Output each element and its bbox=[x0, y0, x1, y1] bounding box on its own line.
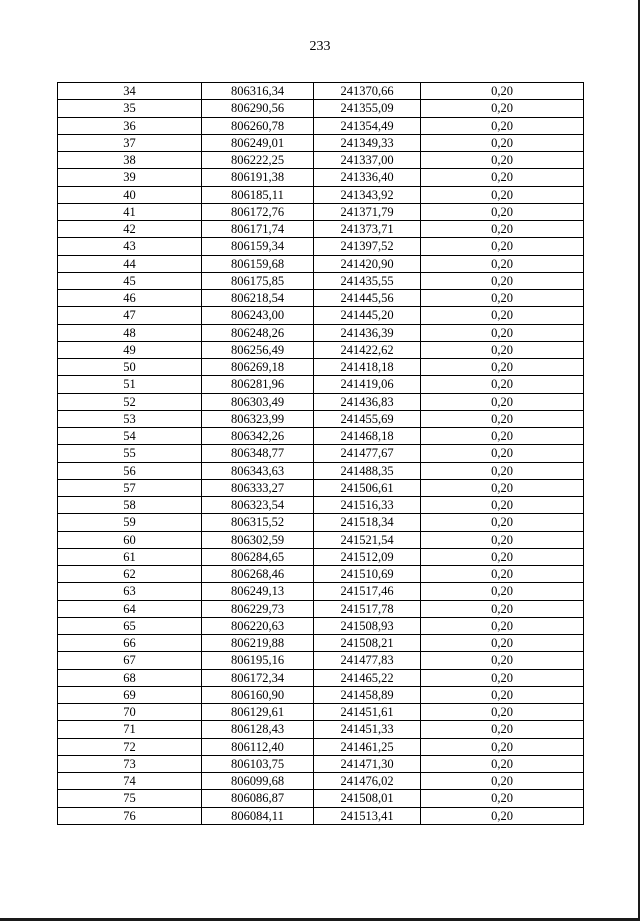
y-coordinate-cell: 241461,25 bbox=[314, 738, 421, 755]
y-coordinate-cell: 241436,39 bbox=[314, 324, 421, 341]
y-coordinate-cell: 241508,93 bbox=[314, 617, 421, 634]
x-coordinate-cell: 806302,59 bbox=[202, 531, 314, 548]
table-row bbox=[58, 721, 584, 738]
x-coordinate-cell: 806315,52 bbox=[202, 514, 314, 531]
x-coordinate-cell: 806219,88 bbox=[202, 635, 314, 652]
point-number-cell: 57 bbox=[58, 479, 202, 496]
point-number-cell: 51 bbox=[58, 376, 202, 393]
accuracy-cell: 0,20 bbox=[421, 600, 584, 617]
x-coordinate-cell: 806112,40 bbox=[202, 738, 314, 755]
y-coordinate-cell: 241512,09 bbox=[314, 548, 421, 565]
table-row bbox=[58, 704, 584, 721]
y-coordinate-cell: 241418,18 bbox=[314, 359, 421, 376]
point-number-cell: 47 bbox=[58, 307, 202, 324]
table-row bbox=[58, 548, 584, 565]
accuracy-cell: 0,20 bbox=[421, 428, 584, 445]
accuracy-cell: 0,20 bbox=[421, 807, 584, 824]
accuracy-cell: 0,20 bbox=[421, 479, 584, 496]
table-row bbox=[58, 410, 584, 427]
x-coordinate-cell: 806284,65 bbox=[202, 548, 314, 565]
table-row bbox=[58, 497, 584, 514]
point-number-cell: 60 bbox=[58, 531, 202, 548]
point-number-cell: 70 bbox=[58, 704, 202, 721]
y-coordinate-cell: 241521,54 bbox=[314, 531, 421, 548]
accuracy-cell: 0,20 bbox=[421, 704, 584, 721]
accuracy-cell: 0,20 bbox=[421, 773, 584, 790]
accuracy-cell: 0,20 bbox=[421, 755, 584, 772]
point-number-cell: 63 bbox=[58, 583, 202, 600]
y-coordinate-cell: 241518,34 bbox=[314, 514, 421, 531]
point-number-cell: 50 bbox=[58, 359, 202, 376]
table-row bbox=[58, 272, 584, 289]
accuracy-cell: 0,20 bbox=[421, 359, 584, 376]
point-number-cell: 56 bbox=[58, 462, 202, 479]
x-coordinate-cell: 806099,68 bbox=[202, 773, 314, 790]
y-coordinate-cell: 241445,56 bbox=[314, 290, 421, 307]
x-coordinate-cell: 806260,78 bbox=[202, 117, 314, 134]
x-coordinate-cell: 806171,74 bbox=[202, 221, 314, 238]
accuracy-cell: 0,20 bbox=[421, 514, 584, 531]
point-number-cell: 69 bbox=[58, 686, 202, 703]
point-number-cell: 67 bbox=[58, 652, 202, 669]
point-number-cell: 72 bbox=[58, 738, 202, 755]
y-coordinate-cell: 241343,92 bbox=[314, 186, 421, 203]
accuracy-cell: 0,20 bbox=[421, 341, 584, 358]
accuracy-cell: 0,20 bbox=[421, 393, 584, 410]
x-coordinate-cell: 806323,99 bbox=[202, 410, 314, 427]
x-coordinate-cell: 806175,85 bbox=[202, 272, 314, 289]
y-coordinate-cell: 241477,67 bbox=[314, 445, 421, 462]
accuracy-cell: 0,20 bbox=[421, 255, 584, 272]
point-number-cell: 44 bbox=[58, 255, 202, 272]
coordinates-table-body bbox=[58, 83, 584, 825]
accuracy-cell: 0,20 bbox=[421, 566, 584, 583]
table-row bbox=[58, 755, 584, 772]
point-number-cell: 62 bbox=[58, 566, 202, 583]
x-coordinate-cell: 806342,26 bbox=[202, 428, 314, 445]
x-coordinate-cell: 806220,63 bbox=[202, 617, 314, 634]
y-coordinate-cell: 241397,52 bbox=[314, 238, 421, 255]
y-coordinate-cell: 241355,09 bbox=[314, 100, 421, 117]
x-coordinate-cell: 806086,87 bbox=[202, 790, 314, 807]
table-row bbox=[58, 186, 584, 203]
y-coordinate-cell: 241445,20 bbox=[314, 307, 421, 324]
table-row bbox=[58, 203, 584, 220]
table-row bbox=[58, 290, 584, 307]
x-coordinate-cell: 806323,54 bbox=[202, 497, 314, 514]
x-coordinate-cell: 806290,56 bbox=[202, 100, 314, 117]
x-coordinate-cell: 806185,11 bbox=[202, 186, 314, 203]
point-number-cell: 40 bbox=[58, 186, 202, 203]
accuracy-cell: 0,20 bbox=[421, 134, 584, 151]
y-coordinate-cell: 241370,66 bbox=[314, 83, 421, 100]
point-number-cell: 38 bbox=[58, 152, 202, 169]
x-coordinate-cell: 806268,46 bbox=[202, 566, 314, 583]
table-row bbox=[58, 341, 584, 358]
y-coordinate-cell: 241508,21 bbox=[314, 635, 421, 652]
table-row bbox=[58, 773, 584, 790]
x-coordinate-cell: 806303,49 bbox=[202, 393, 314, 410]
table-row bbox=[58, 531, 584, 548]
x-coordinate-cell: 806172,76 bbox=[202, 203, 314, 220]
accuracy-cell: 0,20 bbox=[421, 635, 584, 652]
point-number-cell: 41 bbox=[58, 203, 202, 220]
y-coordinate-cell: 241513,41 bbox=[314, 807, 421, 824]
accuracy-cell: 0,20 bbox=[421, 117, 584, 134]
table-row bbox=[58, 600, 584, 617]
x-coordinate-cell: 806249,01 bbox=[202, 134, 314, 151]
point-number-cell: 52 bbox=[58, 393, 202, 410]
point-number-cell: 53 bbox=[58, 410, 202, 427]
y-coordinate-cell: 241354,49 bbox=[314, 117, 421, 134]
accuracy-cell: 0,20 bbox=[421, 272, 584, 289]
y-coordinate-cell: 241465,22 bbox=[314, 669, 421, 686]
x-coordinate-cell: 806103,75 bbox=[202, 755, 314, 772]
y-coordinate-cell: 241488,35 bbox=[314, 462, 421, 479]
y-coordinate-cell: 241373,71 bbox=[314, 221, 421, 238]
accuracy-cell: 0,20 bbox=[421, 410, 584, 427]
y-coordinate-cell: 241337,00 bbox=[314, 152, 421, 169]
table-row bbox=[58, 169, 584, 186]
point-number-cell: 49 bbox=[58, 341, 202, 358]
table-row bbox=[58, 669, 584, 686]
y-coordinate-cell: 241451,61 bbox=[314, 704, 421, 721]
accuracy-cell: 0,20 bbox=[421, 721, 584, 738]
accuracy-cell: 0,20 bbox=[421, 686, 584, 703]
table-row bbox=[58, 566, 584, 583]
y-coordinate-cell: 241349,33 bbox=[314, 134, 421, 151]
table-row bbox=[58, 479, 584, 496]
table-row bbox=[58, 117, 584, 134]
point-number-cell: 66 bbox=[58, 635, 202, 652]
x-coordinate-cell: 806172,34 bbox=[202, 669, 314, 686]
point-number-cell: 54 bbox=[58, 428, 202, 445]
y-coordinate-cell: 241471,30 bbox=[314, 755, 421, 772]
accuracy-cell: 0,20 bbox=[421, 152, 584, 169]
x-coordinate-cell: 806256,49 bbox=[202, 341, 314, 358]
y-coordinate-cell: 241422,62 bbox=[314, 341, 421, 358]
point-number-cell: 45 bbox=[58, 272, 202, 289]
point-number-cell: 46 bbox=[58, 290, 202, 307]
accuracy-cell: 0,20 bbox=[421, 238, 584, 255]
x-coordinate-cell: 806128,43 bbox=[202, 721, 314, 738]
x-coordinate-cell: 806269,18 bbox=[202, 359, 314, 376]
point-number-cell: 73 bbox=[58, 755, 202, 772]
point-number-cell: 36 bbox=[58, 117, 202, 134]
table-row bbox=[58, 100, 584, 117]
point-number-cell: 43 bbox=[58, 238, 202, 255]
point-number-cell: 68 bbox=[58, 669, 202, 686]
point-number-cell: 34 bbox=[58, 83, 202, 100]
x-coordinate-cell: 806222,25 bbox=[202, 152, 314, 169]
accuracy-cell: 0,20 bbox=[421, 617, 584, 634]
y-coordinate-cell: 241508,01 bbox=[314, 790, 421, 807]
x-coordinate-cell: 806129,61 bbox=[202, 704, 314, 721]
table-row bbox=[58, 462, 584, 479]
accuracy-cell: 0,20 bbox=[421, 100, 584, 117]
y-coordinate-cell: 241517,46 bbox=[314, 583, 421, 600]
point-number-cell: 76 bbox=[58, 807, 202, 824]
y-coordinate-cell: 241436,83 bbox=[314, 393, 421, 410]
accuracy-cell: 0,20 bbox=[421, 186, 584, 203]
x-coordinate-cell: 806218,54 bbox=[202, 290, 314, 307]
y-coordinate-cell: 241435,55 bbox=[314, 272, 421, 289]
y-coordinate-cell: 241477,83 bbox=[314, 652, 421, 669]
table-row bbox=[58, 652, 584, 669]
accuracy-cell: 0,20 bbox=[421, 548, 584, 565]
accuracy-cell: 0,20 bbox=[421, 738, 584, 755]
accuracy-cell: 0,20 bbox=[421, 290, 584, 307]
table-row bbox=[58, 134, 584, 151]
x-coordinate-cell: 806159,68 bbox=[202, 255, 314, 272]
y-coordinate-cell: 241458,89 bbox=[314, 686, 421, 703]
point-number-cell: 75 bbox=[58, 790, 202, 807]
point-number-cell: 39 bbox=[58, 169, 202, 186]
table-row bbox=[58, 583, 584, 600]
accuracy-cell: 0,20 bbox=[421, 203, 584, 220]
y-coordinate-cell: 241517,78 bbox=[314, 600, 421, 617]
accuracy-cell: 0,20 bbox=[421, 462, 584, 479]
x-coordinate-cell: 806160,90 bbox=[202, 686, 314, 703]
accuracy-cell: 0,20 bbox=[421, 376, 584, 393]
accuracy-cell: 0,20 bbox=[421, 169, 584, 186]
y-coordinate-cell: 241371,79 bbox=[314, 203, 421, 220]
y-coordinate-cell: 241419,06 bbox=[314, 376, 421, 393]
accuracy-cell: 0,20 bbox=[421, 531, 584, 548]
point-number-cell: 58 bbox=[58, 497, 202, 514]
y-coordinate-cell: 241420,90 bbox=[314, 255, 421, 272]
x-coordinate-cell: 806229,73 bbox=[202, 600, 314, 617]
y-coordinate-cell: 241516,33 bbox=[314, 497, 421, 514]
table-row bbox=[58, 359, 584, 376]
table-row bbox=[58, 324, 584, 341]
point-number-cell: 61 bbox=[58, 548, 202, 565]
y-coordinate-cell: 241336,40 bbox=[314, 169, 421, 186]
point-number-cell: 71 bbox=[58, 721, 202, 738]
y-coordinate-cell: 241506,61 bbox=[314, 479, 421, 496]
y-coordinate-cell: 241510,69 bbox=[314, 566, 421, 583]
y-coordinate-cell: 241451,33 bbox=[314, 721, 421, 738]
table-row bbox=[58, 238, 584, 255]
x-coordinate-cell: 806248,26 bbox=[202, 324, 314, 341]
accuracy-cell: 0,20 bbox=[421, 324, 584, 341]
table-row bbox=[58, 790, 584, 807]
table-row bbox=[58, 635, 584, 652]
x-coordinate-cell: 806159,34 bbox=[202, 238, 314, 255]
table-row bbox=[58, 393, 584, 410]
table-row bbox=[58, 514, 584, 531]
x-coordinate-cell: 806243,00 bbox=[202, 307, 314, 324]
point-number-cell: 64 bbox=[58, 600, 202, 617]
x-coordinate-cell: 806348,77 bbox=[202, 445, 314, 462]
y-coordinate-cell: 241468,18 bbox=[314, 428, 421, 445]
y-coordinate-cell: 241476,02 bbox=[314, 773, 421, 790]
point-number-cell: 35 bbox=[58, 100, 202, 117]
page-number: 233 bbox=[309, 39, 331, 54]
accuracy-cell: 0,20 bbox=[421, 652, 584, 669]
accuracy-cell: 0,20 bbox=[421, 445, 584, 462]
point-number-cell: 37 bbox=[58, 134, 202, 151]
x-coordinate-cell: 806195,16 bbox=[202, 652, 314, 669]
table-row bbox=[58, 255, 584, 272]
accuracy-cell: 0,20 bbox=[421, 790, 584, 807]
accuracy-cell: 0,20 bbox=[421, 497, 584, 514]
table-row bbox=[58, 428, 584, 445]
table-row bbox=[58, 807, 584, 824]
table-row bbox=[58, 445, 584, 462]
accuracy-cell: 0,20 bbox=[421, 583, 584, 600]
point-number-cell: 74 bbox=[58, 773, 202, 790]
accuracy-cell: 0,20 bbox=[421, 669, 584, 686]
table-row bbox=[58, 376, 584, 393]
table-row bbox=[58, 738, 584, 755]
table-row bbox=[58, 686, 584, 703]
point-number-cell: 55 bbox=[58, 445, 202, 462]
x-coordinate-cell: 806343,63 bbox=[202, 462, 314, 479]
point-number-cell: 48 bbox=[58, 324, 202, 341]
x-coordinate-cell: 806333,27 bbox=[202, 479, 314, 496]
table-row bbox=[58, 617, 584, 634]
y-coordinate-cell: 241455,69 bbox=[314, 410, 421, 427]
point-number-cell: 59 bbox=[58, 514, 202, 531]
table-row bbox=[58, 152, 584, 169]
accuracy-cell: 0,20 bbox=[421, 221, 584, 238]
x-coordinate-cell: 806316,34 bbox=[202, 83, 314, 100]
table-row bbox=[58, 83, 584, 100]
x-coordinate-cell: 806084,11 bbox=[202, 807, 314, 824]
point-number-cell: 42 bbox=[58, 221, 202, 238]
x-coordinate-cell: 806249,13 bbox=[202, 583, 314, 600]
accuracy-cell: 0,20 bbox=[421, 307, 584, 324]
x-coordinate-cell: 806191,38 bbox=[202, 169, 314, 186]
coordinates-table bbox=[57, 82, 584, 825]
table-row bbox=[58, 307, 584, 324]
table-row bbox=[58, 221, 584, 238]
x-coordinate-cell: 806281,96 bbox=[202, 376, 314, 393]
point-number-cell: 65 bbox=[58, 617, 202, 634]
accuracy-cell: 0,20 bbox=[421, 83, 584, 100]
